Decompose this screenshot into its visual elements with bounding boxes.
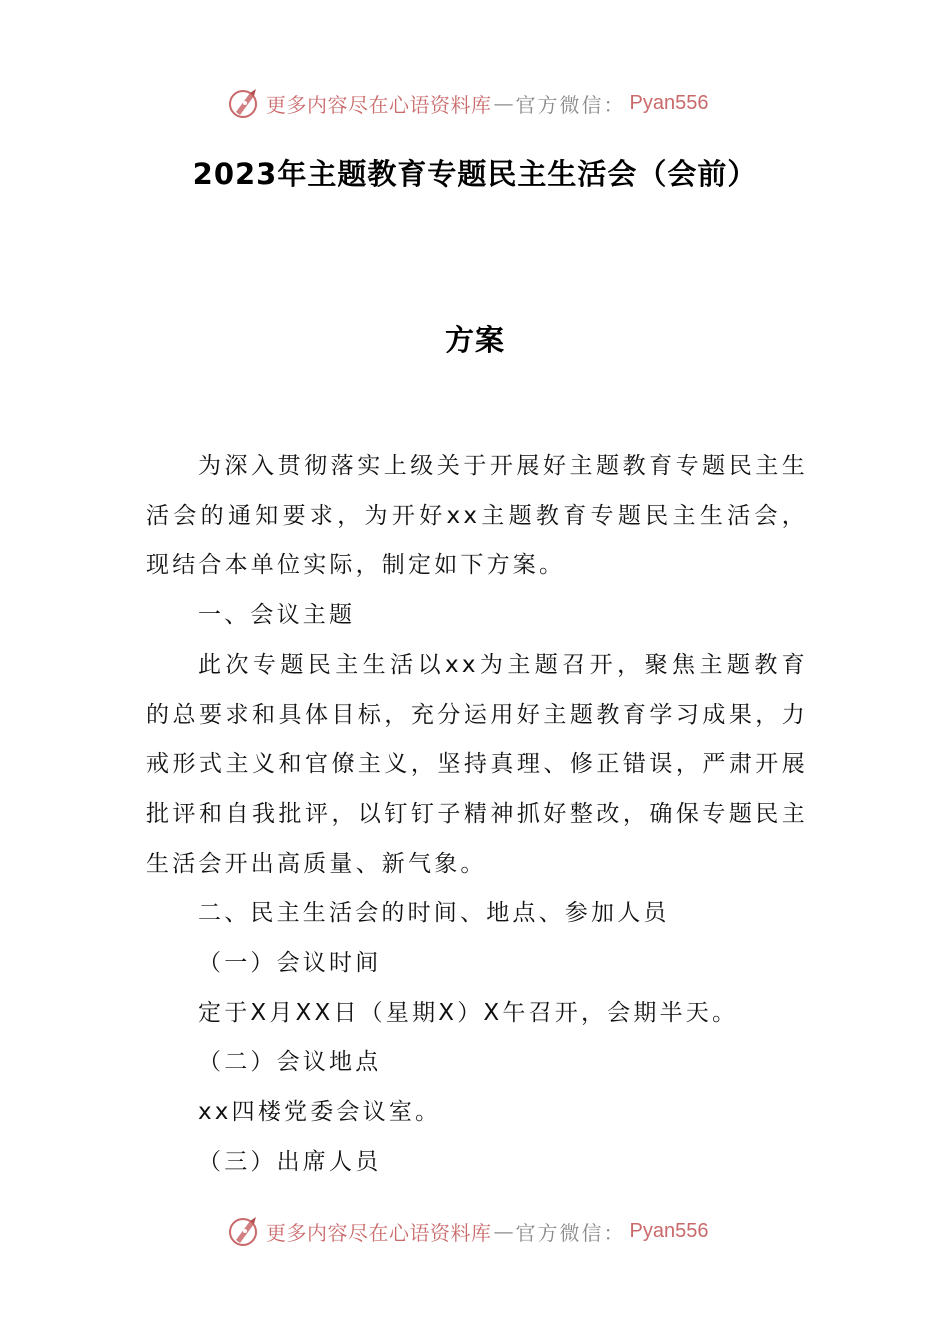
meeting-time-text: 定于X月XX日（星期X）X午召开，会期半天。 bbox=[198, 999, 739, 1026]
document-body bbox=[146, 442, 808, 1188]
watermark-text: 更多内容尽在心语资料库 bbox=[266, 92, 492, 117]
watermark-separator: — bbox=[493, 1219, 514, 1243]
document-title-line-2: 方案 bbox=[444, 323, 505, 357]
meeting-location-text: xx四楼党委会议室。 bbox=[198, 1099, 442, 1126]
watermark-text: 更多内容尽在心语资料库 bbox=[266, 1220, 492, 1245]
watermark-label: 官方微信： bbox=[515, 92, 626, 117]
pen-nib-circle-icon bbox=[226, 1213, 262, 1249]
section-heading-2: 二、民主生活会的时间、地点、参加人员 bbox=[198, 900, 670, 927]
subsection-heading-location: （二）会议地点 bbox=[198, 1049, 382, 1076]
watermark-account: Pyan556 bbox=[629, 91, 709, 114]
watermark-label: 官方微信： bbox=[515, 1220, 626, 1245]
watermark-banner-bottom bbox=[226, 1211, 708, 1251]
section-heading-1: 一、会议主题 bbox=[198, 602, 356, 629]
document-title-line-1: 2023年主题教育专题民主生活会（会前） bbox=[192, 157, 758, 191]
watermark-separator: — bbox=[493, 91, 514, 115]
subsection-heading-time: （一）会议时间 bbox=[198, 950, 382, 977]
intro-paragraph: 为深入贯彻落实上级关于开展好主题教育专题民主生活会的通知要求，为开好xx主题教育专题民主生活会，现结合本单位实际，制定如下方案。 bbox=[146, 453, 808, 579]
watermark-account: Pyan556 bbox=[629, 1219, 709, 1242]
section-1-paragraph: 此次专题民主生活以xx为主题召开，聚焦主题教育的总要求和具体目标，充分运用好主题教育学习成果，力戒形式主义和官僚主义，坚持真理、修正错误，严肃开展批评和自我批评，以钉钉子精神抓好整改，确保专题民主生活会开出高质量、新气象。 bbox=[146, 651, 808, 877]
watermark-banner-top bbox=[226, 83, 708, 123]
pen-nib-circle-icon bbox=[226, 85, 262, 121]
subsection-heading-attendees: （三）出席人员 bbox=[198, 1148, 382, 1175]
